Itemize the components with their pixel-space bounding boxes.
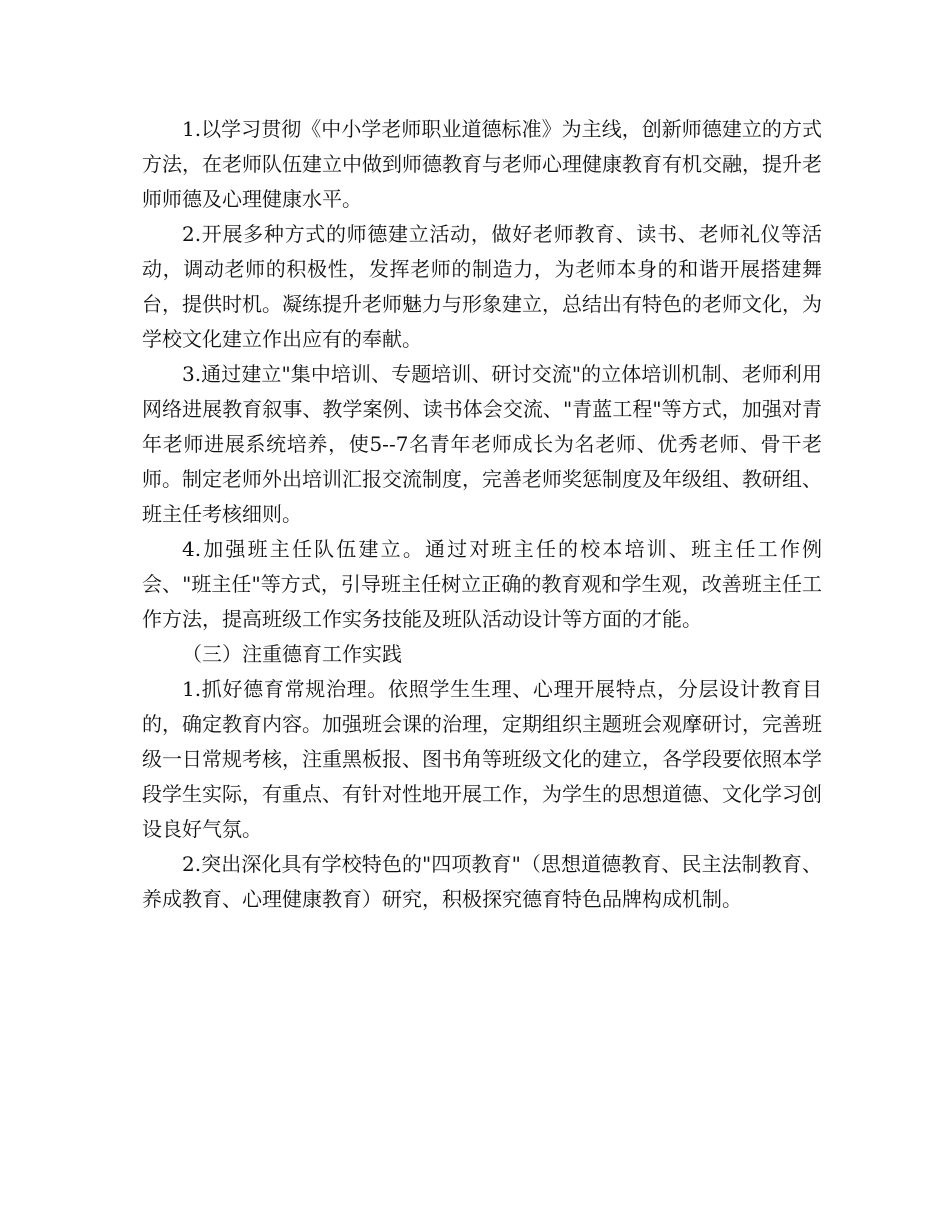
paragraph-head-teacher-team: 4.加强班主任队伍建立。通过对班主任的校本培训、班主任工作例会、"班主任"等方式，引导班主任树立正确的教育观和学生观，改善班主任工作方法，提高班级工作实务技能及班队活动设计等方面的才能。 (142, 537, 822, 631)
paragraph-training-mechanism: 3.通过建立"集中培训、专题培训、研讨交流"的立体培训机制、老师利用网络进展教育叙事、教学案例、读书体会交流、"青蓝工程"等方式，加强对青年老师进展系统培养，使5--7名青年老师成长为名老师、优秀老师、骨干老师。制定老师外出培训汇报交流制度，完善老师奖惩制度及年级组、教研组、班主任考核细则。 (142, 362, 822, 526)
section-heading-moral-education-practice: （三）注重德育工作实践 (182, 642, 402, 666)
paragraph-four-educations: 2.突出深化具有学校特色的"四项教育"（思想道德教育、民主法制教育、养成教育、心理健康教育）研究，积极探究德育特色品牌构成机制。 (142, 852, 822, 911)
paragraph-moral-education-routine: 1.抓好德育常规治理。依照学生生理、心理开展特点，分层设计教育目的，确定教育内容。加强班会课的治理，定期组织主题班会观摩研讨，完善班级一日常规考核，注重黑板报、图书角等班级文化的建立，各学段要依照本学段学生实际，有重点、有针对性地开展工作，为学生的思想道德、文化学习创设良好气氛。 (142, 677, 822, 841)
paragraph-ethics-activities: 2.开展多种方式的师德建立活动，做好老师教育、读书、老师礼仪等活动，调动老师的积极性，发挥老师的制造力，为老师本身的和谐开展搭建舞台，提供时机。凝练提升老师魅力与形象建立，总结出有特色的老师文化，为学校文化建立作出应有的奉献。 (142, 222, 822, 351)
paragraph-teacher-ethics-standard: 1.以学习贯彻《中小学老师职业道德标准》为主线，创新师德建立的方式方法，在老师队伍建立中做到师德教育与老师心理健康教育有机交融，提升老师师德及心理健康水平。 (142, 117, 822, 211)
document-page (142, 112, 822, 917)
